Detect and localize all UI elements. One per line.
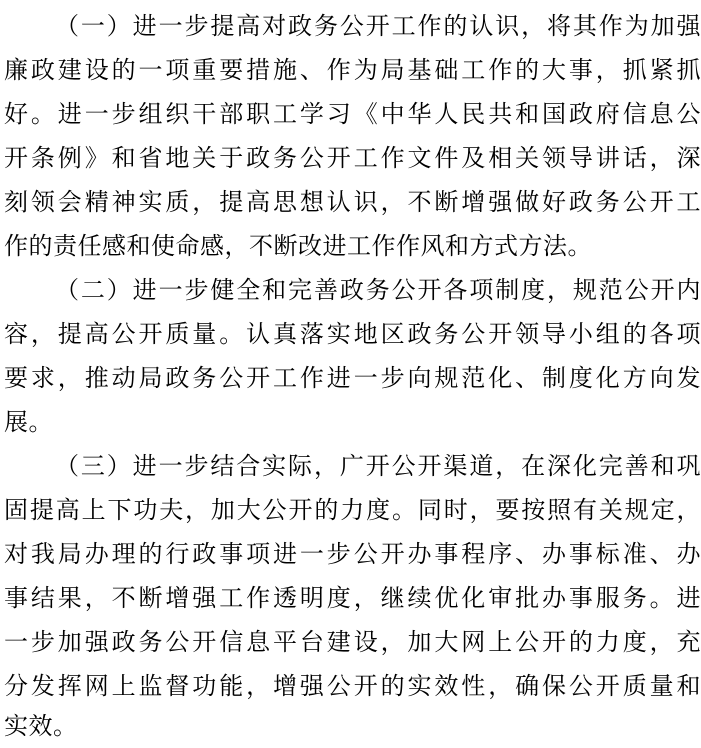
- text-line: （三）进一步结合实际，广开公开渠道，在深化完善和巩: [55, 452, 701, 480]
- text-line: （二）进一步健全和完善政务公开各项制度，规范公开内: [55, 276, 701, 304]
- text-line: 容，提高公开质量。认真落实地区政务公开领导小组的各项: [4, 320, 701, 348]
- text-line: 实效。: [4, 712, 78, 740]
- text-line: 开条例》和省地关于政务公开工作文件及相关领导讲话，深: [4, 144, 701, 172]
- text-line: 分发挥网上监督功能，增强公开的实效性，确保公开质量和: [4, 672, 701, 700]
- text-line: 要求，推动局政务公开工作进一步向规范化、制度化方向发: [4, 364, 701, 392]
- text-line: 一步加强政务公开信息平台建设，加大网上公开的力度，充: [4, 628, 701, 656]
- text-line: 好。进一步组织干部职工学习《中华人民共和国政府信息公: [4, 100, 701, 128]
- text-line: 作的责任感和使命感，不断改进工作作风和方式方法。: [4, 232, 592, 260]
- text-line: 廉政建设的一项重要措施、作为局基础工作的大事，抓紧抓: [4, 56, 701, 84]
- text-line: 固提高上下功夫，加大公开的力度。同时，要按照有关规定，: [4, 496, 701, 524]
- text-line: 对我局办理的行政事项进一步公开办事程序、办事标准、办: [4, 540, 701, 568]
- text-line: 事结果，不断增强工作透明度，继续优化审批办事服务。进: [4, 584, 701, 612]
- text-line: 展。: [4, 408, 53, 436]
- text-line: 刻领会精神实质，提高思想认识，不断增强做好政务公开工: [4, 188, 701, 216]
- text-line: （一）进一步提高对政务公开工作的认识，将其作为加强: [55, 12, 701, 40]
